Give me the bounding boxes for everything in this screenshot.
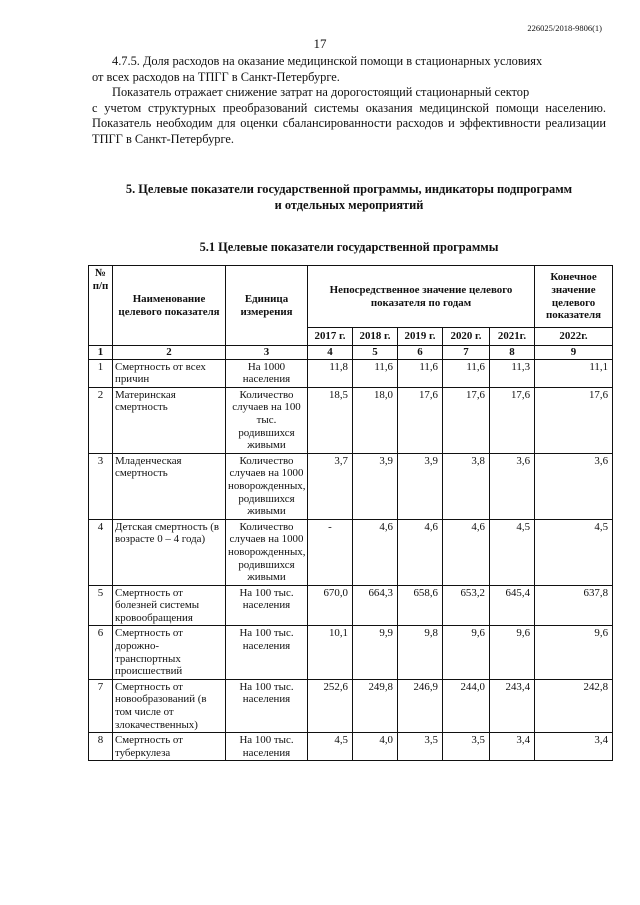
final-value: 4,5	[535, 519, 613, 585]
table-row	[89, 585, 613, 626]
row-number: 7	[89, 679, 113, 732]
section-title-line-1: 5. Целевые показатели государственной программы, индикаторы подпрограмм	[125, 182, 573, 196]
year-value: 9,6	[490, 626, 535, 679]
year-value: 3,7	[308, 453, 353, 519]
year-value: 658,6	[398, 585, 443, 626]
column-number: 6	[398, 346, 443, 360]
final-value: 11,1	[535, 359, 613, 387]
year-value: 18,0	[353, 387, 398, 453]
column-number: 1	[89, 346, 113, 360]
year-value: 11,6	[353, 359, 398, 387]
indicator-name: Смертность от дорожно-транспортных происшествий	[113, 626, 226, 679]
year-value: 4,5	[308, 733, 353, 761]
year-value: 4,6	[353, 519, 398, 585]
year-value: 4,6	[443, 519, 490, 585]
year-value: 3,4	[490, 733, 535, 761]
final-value: 17,6	[535, 387, 613, 453]
header-direct-values: Непосредственное значение целевого показателя по годам	[308, 266, 535, 328]
indicator-unit: На 100 тыс. населения	[226, 679, 308, 732]
indicator-name: Материнская смертность	[113, 387, 226, 453]
paragraph-first-line: Показатель отражает снижение затрат на дорогостоящий стационарный сектор	[112, 85, 530, 99]
header-year: 2020 г.	[443, 328, 490, 346]
year-value: 3,9	[398, 453, 443, 519]
final-value: 637,8	[535, 585, 613, 626]
year-value: -	[308, 519, 353, 585]
year-value: 252,6	[308, 679, 353, 732]
row-number: 3	[89, 453, 113, 519]
year-value: 664,3	[353, 585, 398, 626]
year-value: 4,6	[398, 519, 443, 585]
page-number: 17	[313, 36, 327, 51]
column-number: 2	[113, 346, 226, 360]
column-number: 3	[226, 346, 308, 360]
indicator-name: Смертность от болезней системы кровообращения	[113, 585, 226, 626]
year-value: 11,6	[398, 359, 443, 387]
paragraph-indicator-description	[92, 85, 606, 147]
header-unit: Единица измерения	[226, 266, 308, 346]
year-value: 9,8	[398, 626, 443, 679]
indicator-unit: На 100 тыс. населения	[226, 585, 308, 626]
year-value: 11,8	[308, 359, 353, 387]
year-value: 670,0	[308, 585, 353, 626]
indicator-unit: Количество случаев на 100 тыс. родившихся живыми	[226, 387, 308, 453]
subsection-title: 5.1 Целевые показатели государственной программы	[199, 240, 499, 254]
section-title	[92, 181, 606, 213]
indicator-unit: Количество случаев на 1000 новорожденных, родившихся живыми	[226, 453, 308, 519]
header-final-value: Конечное значение целевого показателя	[535, 266, 613, 328]
indicator-name: Смертность от туберкулеза	[113, 733, 226, 761]
table-row	[89, 387, 613, 453]
final-value: 242,8	[535, 679, 613, 732]
year-value: 17,6	[443, 387, 490, 453]
indicator-name: Детская смертность (в возрасте 0 – 4 года)	[113, 519, 226, 585]
final-value: 3,6	[535, 453, 613, 519]
year-value: 17,6	[398, 387, 443, 453]
year-value: 4,0	[353, 733, 398, 761]
year-value: 243,4	[490, 679, 535, 732]
year-value: 9,6	[443, 626, 490, 679]
indicator-name: Смертность от всех причин	[113, 359, 226, 387]
table-row	[89, 679, 613, 732]
year-value: 17,6	[490, 387, 535, 453]
year-value: 10,1	[308, 626, 353, 679]
year-value: 249,8	[353, 679, 398, 732]
column-number: 8	[490, 346, 535, 360]
year-value: 246,9	[398, 679, 443, 732]
paragraph-4-7-5	[92, 54, 606, 85]
header-final-year: 2022г.	[535, 328, 613, 346]
section-title-line-2: и отдельных мероприятий	[274, 198, 424, 212]
row-number: 5	[89, 585, 113, 626]
paragraph-continuation: от всех расходов на ТПГГ в Санкт-Петербурге.	[92, 69, 340, 84]
year-value: 3,5	[398, 733, 443, 761]
table-row	[89, 626, 613, 679]
header-year: 2018 г.	[353, 328, 398, 346]
indicator-unit: На 100 тыс. населения	[226, 626, 308, 679]
header-number: № п/п	[89, 266, 113, 346]
header-name: Наименование целевого показателя	[113, 266, 226, 346]
year-value: 3,6	[490, 453, 535, 519]
header-year: 2019 г.	[398, 328, 443, 346]
document-id: 226025/2018-9806(1)	[527, 23, 602, 33]
year-value: 3,9	[353, 453, 398, 519]
header-year: 2021г.	[490, 328, 535, 346]
year-value: 653,2	[443, 585, 490, 626]
row-number: 4	[89, 519, 113, 585]
row-number: 1	[89, 359, 113, 387]
paragraph-first-line: 4.7.5. Доля расходов на оказание медицинской помощи в стационарных условиях	[112, 54, 543, 68]
year-value: 3,8	[443, 453, 490, 519]
column-number: 5	[353, 346, 398, 360]
paragraph-continuation: с учетом структурных преобразований системы оказания медицинской помощи населению. Показатель необходим для оценки сбалансированности расходов и эффективности реализации ТПГГ в Санкт-Петербурге.	[92, 100, 606, 146]
header-year: 2017 г.	[308, 328, 353, 346]
indicator-unit: Количество случаев на 1000 новорожденных, родившихся живыми	[226, 519, 308, 585]
indicator-unit: На 1000 населения	[226, 359, 308, 387]
indicator-unit: На 100 тыс. населения	[226, 733, 308, 761]
indicator-name: Младенческая смертность	[113, 453, 226, 519]
column-number: 9	[535, 346, 613, 360]
year-value: 9,9	[353, 626, 398, 679]
year-value: 11,3	[490, 359, 535, 387]
table-row	[89, 453, 613, 519]
indicator-name: Смертность от новообразований (в том числе от злокачественных)	[113, 679, 226, 732]
table-row	[89, 519, 613, 585]
final-value: 9,6	[535, 626, 613, 679]
indicators-table	[88, 265, 613, 761]
column-number-row	[89, 346, 613, 360]
year-value: 3,5	[443, 733, 490, 761]
row-number: 8	[89, 733, 113, 761]
year-value: 11,6	[443, 359, 490, 387]
column-number: 4	[308, 346, 353, 360]
year-value: 244,0	[443, 679, 490, 732]
year-value: 4,5	[490, 519, 535, 585]
year-value: 18,5	[308, 387, 353, 453]
final-value: 3,4	[535, 733, 613, 761]
table-row	[89, 733, 613, 761]
row-number: 2	[89, 387, 113, 453]
row-number: 6	[89, 626, 113, 679]
year-value: 645,4	[490, 585, 535, 626]
column-number: 7	[443, 346, 490, 360]
table-row	[89, 359, 613, 387]
